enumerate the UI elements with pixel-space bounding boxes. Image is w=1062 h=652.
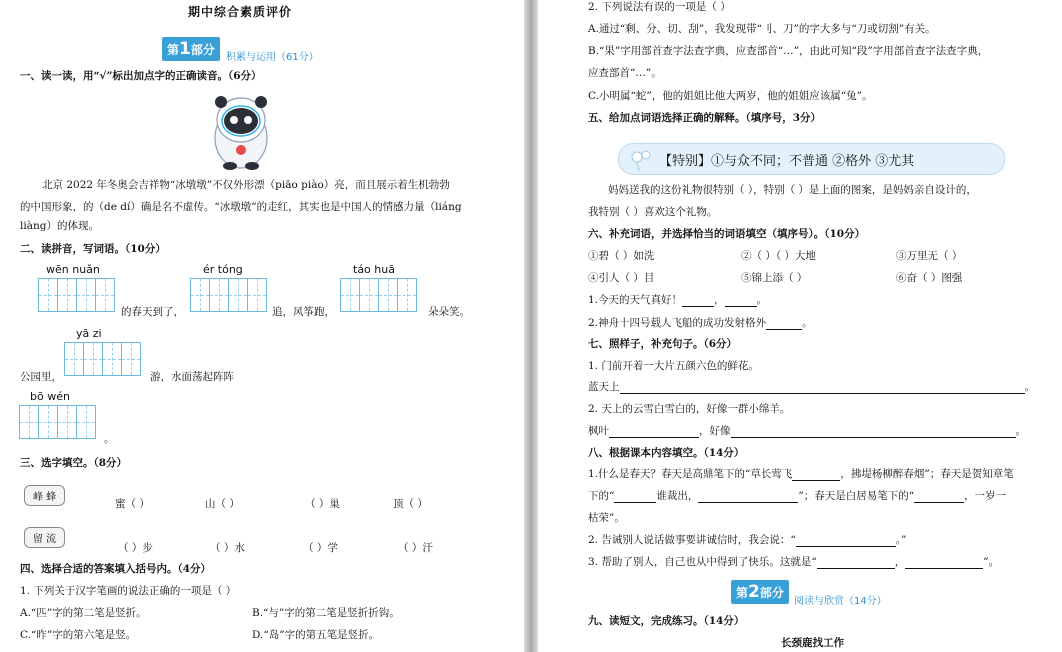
page-title: 期中综合素质评价 xyxy=(188,5,293,19)
question-8-1-line3: 枯荣”。 xyxy=(588,512,625,524)
question-8-1-line1: 1.什么是春天？春天是高鼎笔下的“草长莺飞 ，拂堤杨柳醉春烟”；春天是贺知章笔 xyxy=(588,468,1014,480)
question-6-sentence-1: 1.今天的天气真好！ ， 。 xyxy=(588,294,768,306)
idiom-item-2: ②（ ）（ ）大地 xyxy=(741,250,816,262)
writing-grid-2[interactable] xyxy=(190,278,266,312)
question-8: 八、根据课本内容填空。（14分） xyxy=(588,447,745,459)
pinyin-wennuan: wēn nuǎn xyxy=(46,263,100,276)
idiom-item-6: ⑥奋（ ）图强 xyxy=(896,272,963,284)
definition-banner xyxy=(618,143,1005,175)
writing-grid-4[interactable] xyxy=(64,342,140,376)
question-4: 四、选择合适的答案填入括号内。（4分） xyxy=(20,563,212,575)
pinyin-ertong: ér tóng xyxy=(203,263,243,276)
option-4-1-a: A.“匹”字的第二笔是竖折。 xyxy=(20,607,147,619)
question-7-1: 1. 门前开着一大片五颜六色的鲜花。 xyxy=(588,360,759,372)
question-3: 三、选字填空。（8分） xyxy=(20,457,128,469)
writing-grid-1[interactable] xyxy=(38,278,114,312)
question-9: 九、读短文，完成练习。（14分） xyxy=(588,615,745,627)
part2-subtitle: 阅读与欣赏（14分） xyxy=(794,596,887,607)
pinyin-taohua: táo huā xyxy=(353,263,395,276)
writing-grid-3[interactable] xyxy=(340,278,416,312)
pinyin-yazi: yā zi xyxy=(76,327,102,340)
question-5-passage-line1: 妈妈送我的这份礼物很特别（ ），特别（ ）是上面的图案，是妈妈亲自设计的， xyxy=(608,184,977,196)
question-7-1-answer: 蓝天上 。 xyxy=(588,381,1035,393)
fill-item-7: （ ）学 xyxy=(303,542,338,554)
option-4-1-b: B.“与”字的第二笔是竖折折钩。 xyxy=(252,607,400,619)
question-8-1-line2: 下的“ 谁裁出， ”；春天是白居易笔下的“ ，一岁一 xyxy=(588,490,1007,502)
fill-item-1: 蜜（ ） xyxy=(115,498,150,510)
question-1: 一、读一读，用“√”标出加点字的正确读音。（6分） xyxy=(20,70,262,82)
option-4-2-b-line2: 应查部首“…”。 xyxy=(588,67,662,79)
fill-item-2: 山（ ） xyxy=(205,498,240,510)
question-1-passage-line3: liàng）的体现。 xyxy=(20,220,99,232)
option-4-2-a: A.通过“剩、分、切、刮”，我发现带“刂、刀”的字大多与“刀或切割”有关。 xyxy=(588,23,936,35)
fill-item-5: （ ）步 xyxy=(118,542,153,554)
part1-badge: 第1部分 xyxy=(162,37,220,61)
question-5-passage-line2: 我特别（ ）喜欢这个礼物。 xyxy=(588,206,718,218)
fill-item-8: （ ）汗 xyxy=(398,542,433,554)
question-1-passage-line1: 北京 2022 年冬奥会吉祥物“冰墩墩”不仅外形漂（piāo piào）亮，而且展示着生机勃勃 xyxy=(42,179,450,191)
option-4-1-d: D.“岛”字的第五笔是竖折。 xyxy=(252,629,380,641)
row2-text-a: 公园里， xyxy=(20,371,62,383)
question-8-2: 2. 告诫别人说话做事要讲诚信时，我会说：“ 。” xyxy=(588,534,907,546)
option-4-2-c: C.小明属“蛇”，他的姐姐比他大两岁，他的姐姐应该属“兔”。 xyxy=(588,90,873,102)
idiom-item-5: ⑤锦上添（ ） xyxy=(741,272,808,284)
definition-text: 【特别】①与众不同；不普通 ②格外 ③尤其 xyxy=(659,154,915,169)
story-title: 长颈鹿找工作 xyxy=(781,637,844,649)
question-2: 二、读拼音，写词语。（10分） xyxy=(20,243,166,255)
fill-item-3: （ ）巢 xyxy=(305,498,340,510)
question-6-sentence-2: 2.神舟十四号载人飞船的成功发射格外 。 xyxy=(588,317,813,329)
right-page xyxy=(538,0,1062,652)
question-7-2: 2. 天上的云雪白雪白的，好像一群小绵羊。 xyxy=(588,403,791,415)
row2-text-b: 游，水面荡起阵阵 xyxy=(150,371,234,383)
question-5: 五、给加点词语选择正确的解释。（填序号，3分） xyxy=(588,112,822,124)
flower-icon xyxy=(627,147,655,171)
part1-subtitle: 积累与运用（61分） xyxy=(226,52,319,63)
question-7-2-answer: 枫叶 ，好像 。 xyxy=(588,425,1026,437)
option-4-1-c: C.“昨”字的第六笔是竖。 xyxy=(20,629,137,641)
question-8-3: 3. 帮助了别人，自己也从中得到了快乐。这就是“ ， ”。 xyxy=(588,556,1000,568)
idiom-item-1: ①碧（ ）如洗 xyxy=(588,250,655,262)
row1-text-b: 追，风筝跑， xyxy=(272,306,335,318)
option-4-2-b-line1: B.“果”字用部首查字法查字典，应查部首“…”，由此可知“段”字用部首查字法查字典， xyxy=(588,45,989,57)
question-4-1: 1. 下列关于汉字笔画的说法正确的一项是（ ） xyxy=(20,585,237,597)
pinyin-bowen: bō wén xyxy=(30,390,70,403)
question-1-passage-line2: 的中国形象，的（de dí）确是名不虚传。“冰墩墩”的走红，其实也是中国人的情感力量（liáng xyxy=(20,201,462,213)
char-choice-box-1: 峰 蜂 xyxy=(24,485,65,506)
mascot-illustration xyxy=(206,90,276,172)
writing-grid-5[interactable] xyxy=(19,405,95,439)
question-6: 六、补充词语，并选择恰当的词语填空（填序号）。（10分） xyxy=(588,228,866,240)
page-fold xyxy=(524,0,538,652)
question-7: 七、照样子，补充句子。（6分） xyxy=(588,338,738,350)
row1-text-a: 的春天到了， xyxy=(121,306,184,318)
part2-badge: 第2部分 xyxy=(731,580,789,604)
row3-text-a: 。 xyxy=(104,433,115,445)
question-4-2: 2. 下列说法有误的一项是（ ） xyxy=(588,1,731,13)
row1-text-c: 朵朵笑。 xyxy=(428,306,470,318)
idiom-item-4: ④引人（ ）目 xyxy=(588,272,655,284)
fill-item-6: （ ）水 xyxy=(210,542,245,554)
char-choice-box-2: 留 流 xyxy=(24,527,65,548)
fill-item-4: 顶（ ） xyxy=(393,498,428,510)
idiom-item-3: ③万里无（ ） xyxy=(896,250,963,262)
left-page xyxy=(0,0,524,652)
